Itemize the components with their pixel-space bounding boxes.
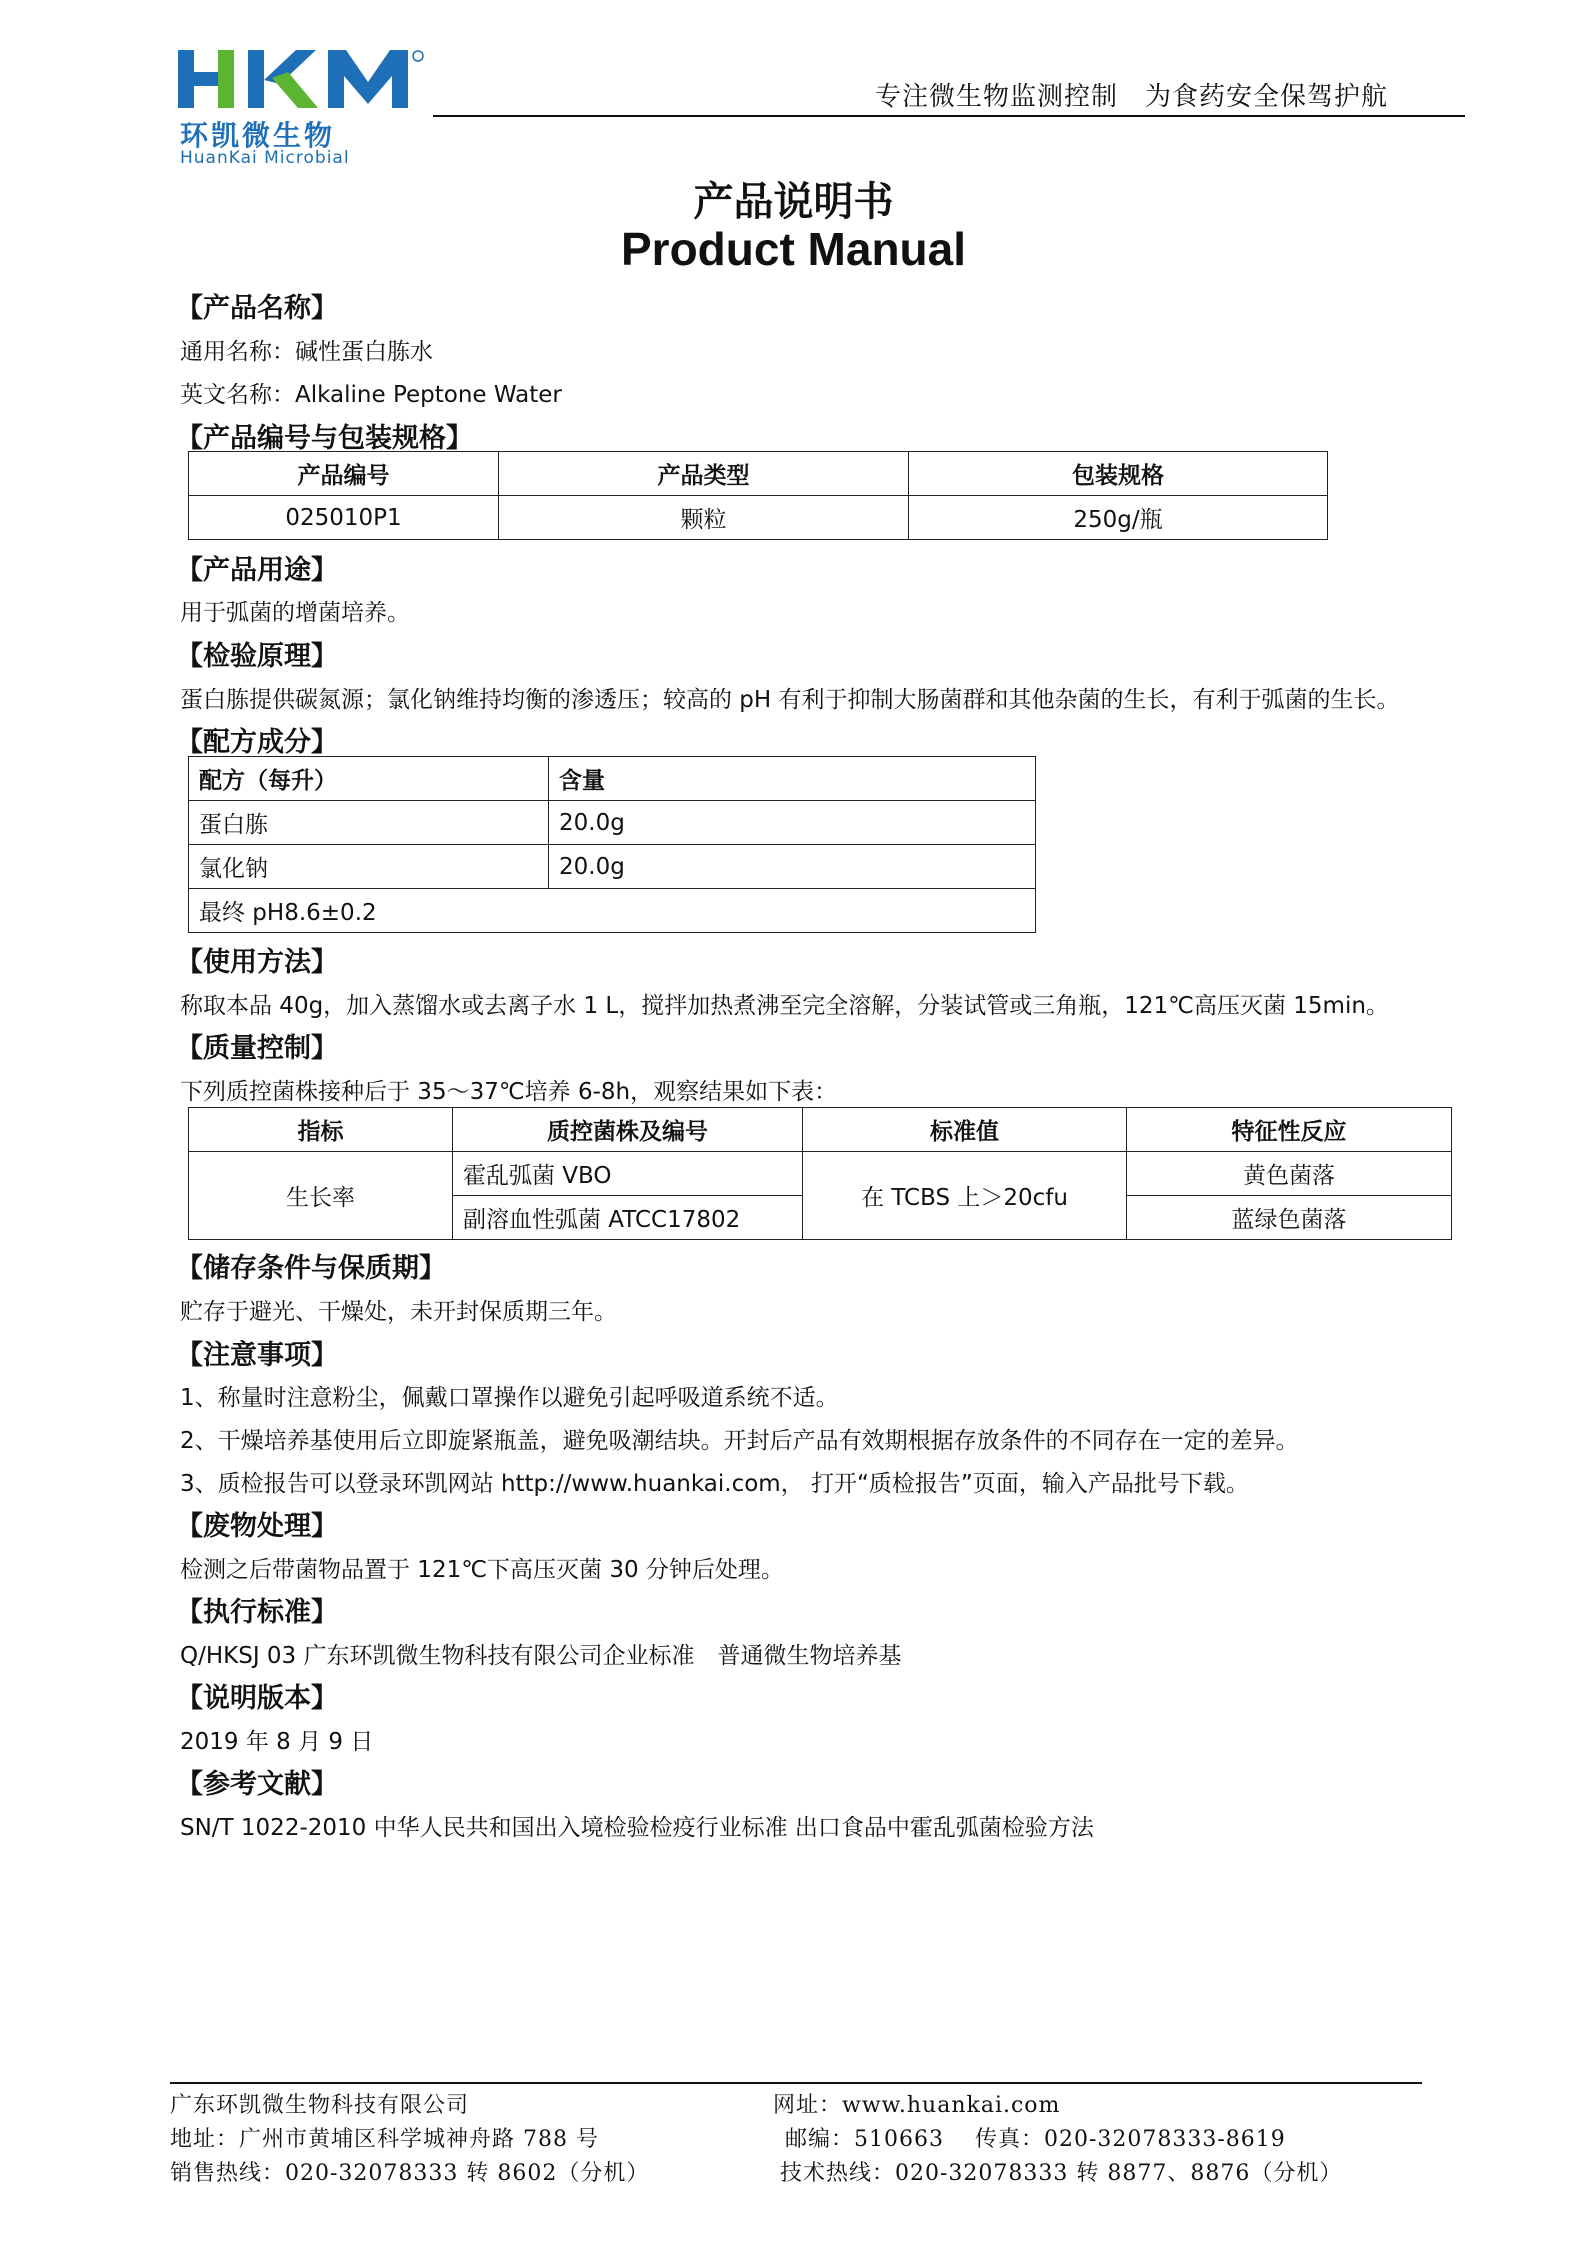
section-heading-formula: 【配方成分】 xyxy=(176,727,338,758)
footer-company: 广东环凯微生物科技有限公司 xyxy=(170,2093,470,2118)
table-row xyxy=(189,1152,1452,1196)
disposal-text: 检测之后带菌物品置于 121℃下高压灭菌 30 分钟后处理。 xyxy=(180,1557,784,1583)
formula-header-ingredient: 配方（每升） xyxy=(189,757,549,801)
qc-header-reaction: 特征性反应 xyxy=(1127,1108,1452,1152)
footer-tech-hotline: 技术热线：020-32078333 转 8877、8876（分机） xyxy=(780,2161,1343,2186)
hkm-logo-mark xyxy=(176,48,426,110)
formula-header-amount: 含量 xyxy=(549,757,1036,801)
list-item: 3、质检报告可以登录环凯网站 http://www.huankai.com， 打开“质检报告”页面，输入产品批号下载。 xyxy=(180,1471,1249,1497)
section-heading-qc: 【质量控制】 xyxy=(176,1033,338,1064)
method-text: 称取本品 40g，加入蒸馏水或去离子水 1 L，搅拌加热煮沸至完全溶解，分装试管或三角瓶，121℃高压灭菌 15min。 xyxy=(180,993,1389,1019)
final-ph: 最终 pH8.6±0.2 xyxy=(189,889,1036,933)
section-heading-usage: 【产品用途】 xyxy=(176,555,338,586)
table-row xyxy=(189,889,1036,933)
usage-text: 用于弧菌的增菌培养。 xyxy=(180,600,410,626)
ingredient-name: 蛋白胨 xyxy=(189,801,549,845)
qc-strain: 副溶血性弧菌 ATCC17802 xyxy=(453,1196,803,1240)
ingredient-amount: 20.0g xyxy=(549,801,1036,845)
principle-text: 蛋白胨提供碳氮源；氯化钠维持均衡的渗透压；较高的 pH 有利于抑制大肠菌群和其他杂菌的生长，有利于弧菌的生长。 xyxy=(180,687,1400,713)
page-title-chinese: 产品说明书 xyxy=(693,179,894,225)
reference-text: SN/T 1022-2010 中华人民共和国出入境检验检疫行业标准 出口食品中霍乱弧菌检验方法 xyxy=(180,1815,1094,1841)
standard-text: Q/HKSJ 03 广东环凯微生物科技有限公司企业标准 普通微生物培养基 xyxy=(180,1643,902,1669)
section-heading-disposal: 【废物处理】 xyxy=(176,1511,338,1542)
ingredient-name: 氯化钠 xyxy=(189,845,549,889)
footer-sales-hotline: 销售热线：020-32078333 转 8602（分机） xyxy=(170,2161,650,2186)
logo-english-name: HuanKai Microbial xyxy=(180,148,350,168)
qc-intro: 下列质控菌株接种后于 35～37℃培养 6-8h，观察结果如下表： xyxy=(180,1079,838,1105)
page-title-english: Product Manual xyxy=(620,223,967,275)
package-table xyxy=(188,451,1328,540)
section-heading-notes: 【注意事项】 xyxy=(176,1340,338,1371)
qc-standard: 在 TCBS 上＞20cfu xyxy=(803,1152,1127,1240)
table-row xyxy=(189,801,1036,845)
section-heading-product-name: 【产品名称】 xyxy=(176,293,338,324)
section-heading-principle: 【检验原理】 xyxy=(176,641,338,672)
list-item: 2、干燥培养基使用后立即旋紧瓶盖，避免吸潮结块。开封后产品有效期根据存放条件的不同存在一定的差异。 xyxy=(180,1428,1299,1454)
common-name: 通用名称：碱性蛋白胨水 xyxy=(180,339,433,365)
footer-website: 网址：www.huankai.com xyxy=(773,2093,1061,2118)
formula-table xyxy=(188,756,1036,933)
version-date: 2019 年 8 月 9 日 xyxy=(180,1729,374,1755)
storage-text: 贮存于避光、干燥处，未开封保质期三年。 xyxy=(180,1299,617,1325)
footer-divider xyxy=(170,2082,1422,2084)
package-header-type: 产品类型 xyxy=(499,452,909,496)
table-row xyxy=(189,496,1328,540)
product-code: 025010P1 xyxy=(189,496,499,540)
section-heading-method: 【使用方法】 xyxy=(176,947,338,978)
section-heading-version: 【说明版本】 xyxy=(176,1683,338,1714)
section-heading-references: 【参考文献】 xyxy=(176,1769,338,1800)
header-divider xyxy=(433,115,1465,117)
qc-header-strain: 质控菌株及编号 xyxy=(453,1108,803,1152)
qc-table xyxy=(188,1107,1452,1240)
company-logo xyxy=(176,48,438,166)
list-item: 1、称量时注意粉尘，佩戴口罩操作以避免引起呼吸道系统不适。 xyxy=(180,1385,839,1411)
qc-indicator: 生长率 xyxy=(189,1152,453,1240)
product-type: 颗粒 xyxy=(499,496,909,540)
qc-header-standard: 标准值 xyxy=(803,1108,1127,1152)
header-slogan: 专注微生物监测控制 为食药安全保驾护航 xyxy=(875,82,1389,112)
section-heading-package: 【产品编号与包装规格】 xyxy=(176,423,473,454)
qc-strain: 霍乱弧菌 VBO xyxy=(453,1152,803,1196)
english-name: 英文名称：Alkaline Peptone Water xyxy=(180,382,562,408)
section-heading-standard: 【执行标准】 xyxy=(176,1597,338,1628)
qc-reaction: 蓝绿色菌落 xyxy=(1127,1196,1452,1240)
qc-reaction: 黄色菌落 xyxy=(1127,1152,1452,1196)
footer-address: 地址：广州市黄埔区科学城神舟路 788 号 xyxy=(170,2127,599,2152)
package-header-spec: 包装规格 xyxy=(909,452,1328,496)
qc-header-indicator: 指标 xyxy=(189,1108,453,1152)
ingredient-amount: 20.0g xyxy=(549,845,1036,889)
package-spec: 250g/瓶 xyxy=(909,496,1328,540)
table-row xyxy=(189,845,1036,889)
footer-postcode-fax: 邮编：510663 传真：020-32078333-8619 xyxy=(785,2127,1286,2152)
package-header-code: 产品编号 xyxy=(189,452,499,496)
section-heading-storage: 【储存条件与保质期】 xyxy=(176,1253,446,1284)
logo-chinese-name: 环凯微生物 xyxy=(180,119,336,152)
